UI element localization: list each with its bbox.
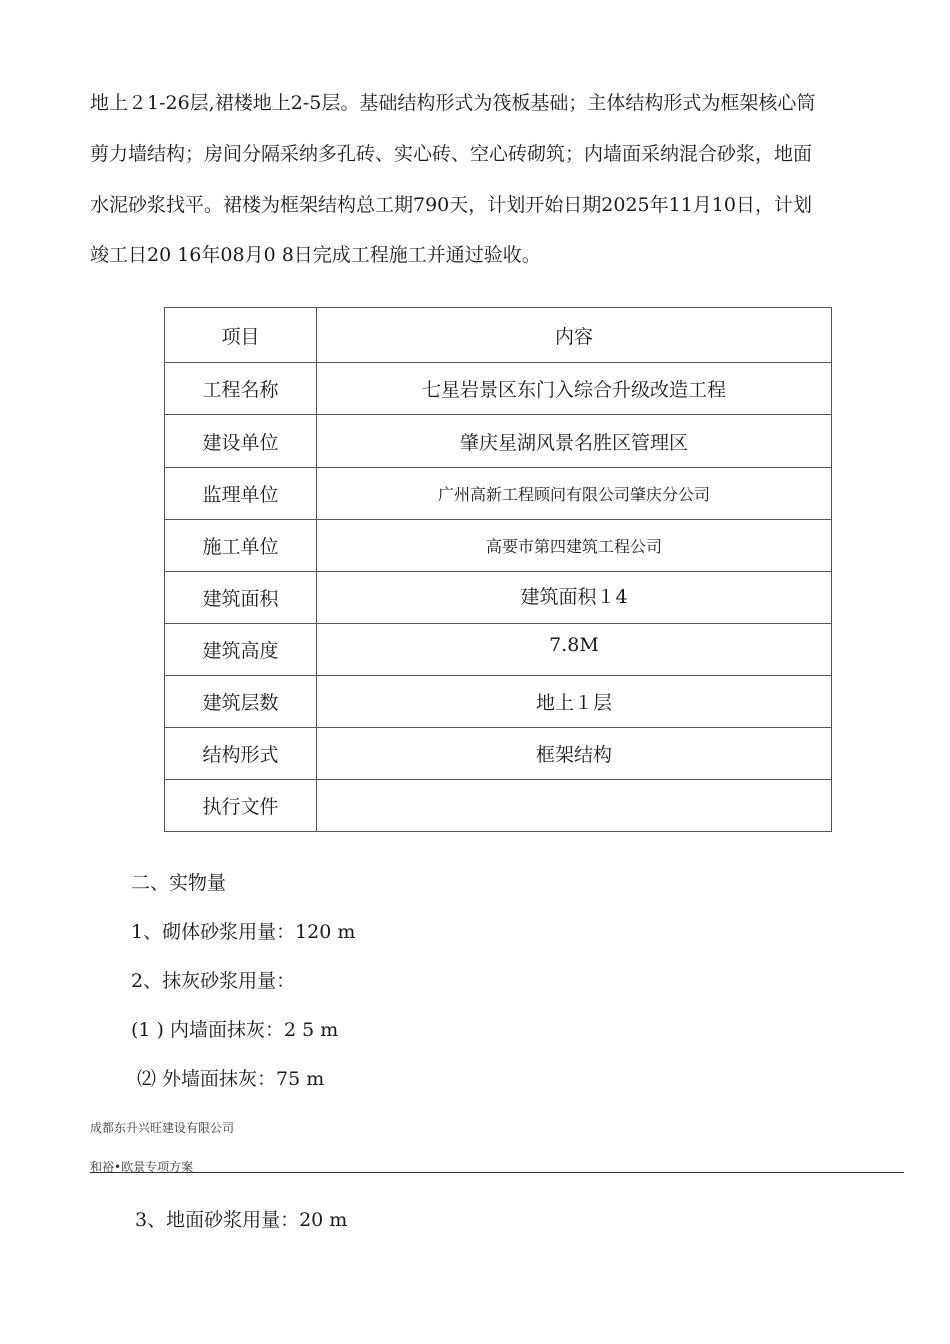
row-value: 高要市第四建筑工程公司 (317, 520, 832, 572)
row-value: 建筑面积１4 (317, 572, 832, 624)
row-value: 框架结构 (317, 728, 832, 780)
table-row (165, 728, 832, 780)
row-value: 七星岩景区东门入综合升级改造工程 (317, 363, 832, 415)
exterior-wall-plaster: ⑵ 外墙面抹灰：75 m (137, 1068, 325, 1090)
footer-divider (90, 1172, 904, 1173)
header-content: 内容 (317, 308, 832, 363)
table-row (165, 780, 832, 832)
intro-line-4: 竣工日20 16年08月0 8日完成工程施工并通过验收。 (90, 244, 541, 266)
table-header-row (165, 308, 832, 363)
row-label: 结构形式 (165, 728, 317, 780)
intro-line-1: 地上２1-26层,裙楼地上2-5层。基础结构形式为筏板基础；主体结构形式为框架核心筒 (90, 92, 816, 114)
table-row (165, 468, 832, 520)
row-value: 肇庆星湖风景名胜区管理区 (317, 415, 832, 468)
row-value: 7.8M (317, 624, 832, 676)
footer-company: 成都东升兴旺建设有限公司 (90, 1121, 235, 1135)
row-label: 建设单位 (165, 415, 317, 468)
table-row (165, 624, 832, 676)
table-row (165, 676, 832, 728)
row-value (317, 780, 832, 832)
plaster-mortar-quantity: 2、抹灰砂浆用量： (131, 970, 296, 992)
row-label: 施工单位 (165, 520, 317, 572)
table-row (165, 572, 832, 624)
table-row (165, 520, 832, 572)
intro-line-2: 剪力墙结构；房间分隔采纳多孔砖、实心砖、空心砖砌筑；内墙面采纳混合砂浆，地面 (90, 143, 813, 165)
row-label: 建筑高度 (165, 624, 317, 676)
footer-doc-title: 和裕•欧景专项方案 (90, 1160, 194, 1174)
table-row (165, 363, 832, 415)
masonry-mortar-quantity: 1、砌体砂浆用量：120 m (131, 921, 356, 943)
intro-line-3: 水泥砂浆找平。裙楼为框架结构总工期790天，计划开始日期2025年11月10日，计划 (90, 194, 812, 216)
row-label: 监理单位 (165, 468, 317, 520)
header-item: 项目 (165, 308, 317, 363)
row-label: 建筑层数 (165, 676, 317, 728)
row-value: 广州高新工程顾问有限公司肇庆分公司 (317, 468, 832, 520)
interior-wall-plaster: (1 ) 内墙面抹灰：2 5 m (131, 1019, 339, 1041)
project-info-table (164, 307, 832, 832)
row-value: 地上１层 (317, 676, 832, 728)
row-label: 建筑面积 (165, 572, 317, 624)
table-row (165, 415, 832, 468)
floor-mortar-quantity: 3、地面砂浆用量：20 m (135, 1209, 348, 1231)
section-2-title: 二、实物量 (131, 872, 227, 894)
row-label: 执行文件 (165, 780, 317, 832)
row-label: 工程名称 (165, 363, 317, 415)
